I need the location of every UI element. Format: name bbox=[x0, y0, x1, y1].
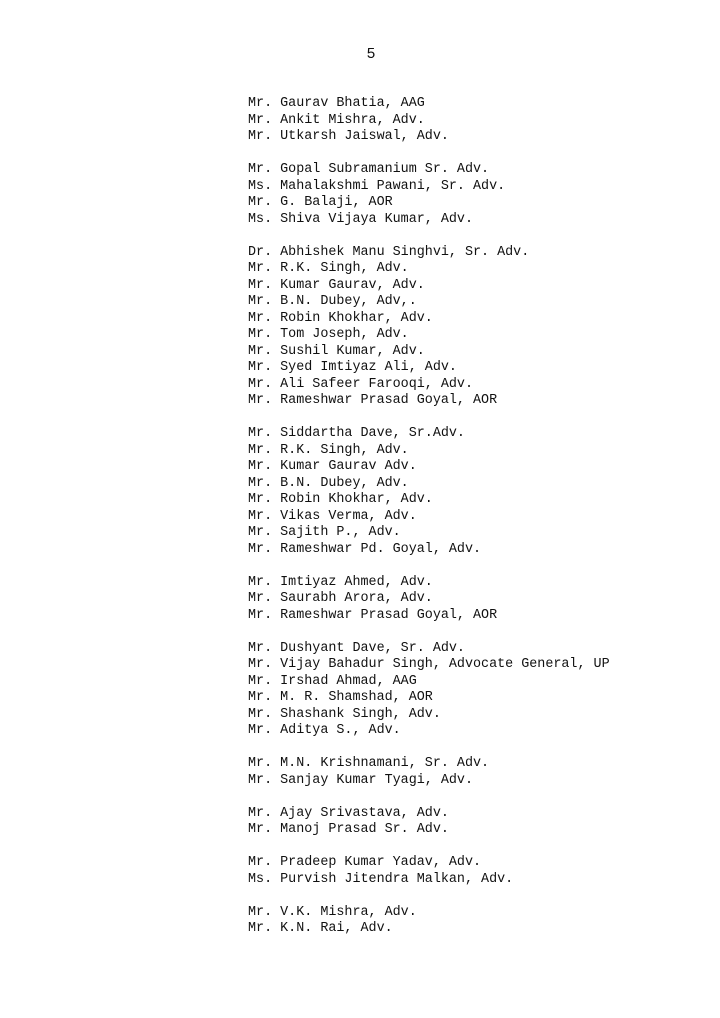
counsel-line: Mr. Dushyant Dave, Sr. Adv. bbox=[248, 640, 465, 656]
counsel-line: Mr. Ali Safeer Farooqi, Adv. bbox=[248, 376, 473, 392]
counsel-line: Mr. Rameshwar Prasad Goyal, AOR bbox=[248, 607, 498, 623]
counsel-group bbox=[248, 96, 708, 146]
counsel-group bbox=[248, 806, 708, 839]
counsel-line: Mr. B.N. Dubey, Adv,. bbox=[248, 294, 417, 309]
counsel-line: Mr. Kumar Gaurav, Adv. bbox=[248, 277, 425, 293]
counsel-line: Mr. Irshad Ahmad, AAG bbox=[248, 673, 417, 689]
counsel-line: Mr. R.K. Singh, Adv. bbox=[248, 261, 409, 276]
counsel-line: Mr. B.N. Dubey, Adv. bbox=[248, 475, 409, 491]
page-number: 5 bbox=[366, 46, 376, 63]
counsel-line: Mr. Aditya S., Adv. bbox=[248, 723, 401, 738]
counsel-line: Mr. Saurabh Arora, Adv. bbox=[248, 591, 433, 606]
counsel-line: Mr. M.N. Krishnamani, Sr. Adv. bbox=[248, 756, 490, 771]
counsel-line: Mr. Utkarsh Jaiswal, Adv. bbox=[248, 129, 449, 144]
counsel-line: Mr. Gopal Subramanium Sr. Adv. bbox=[248, 162, 490, 177]
counsel-line: Mr. Ajay Srivastava, Adv. bbox=[248, 805, 449, 821]
counsel-group bbox=[248, 245, 708, 410]
counsel-line: Mr. Rameshwar Pd. Goyal, Adv. bbox=[248, 541, 482, 557]
counsel-line: Mr. Imtiyaz Ahmed, Adv. bbox=[248, 574, 433, 590]
counsel-group bbox=[248, 426, 708, 558]
counsel-line: Mr. Vijay Bahadur Singh, Advocate General, UP bbox=[248, 657, 610, 672]
counsel-line: Mr. Syed Imtiyaz Ali, Adv. bbox=[248, 360, 457, 375]
counsel-line: Mr. G. Balaji, AOR bbox=[248, 195, 393, 210]
counsel-line: Mr. Shashank Singh, Adv. bbox=[248, 706, 441, 722]
counsel-group bbox=[248, 575, 708, 625]
counsel-line: Mr. Robin Khokhar, Adv. bbox=[248, 492, 433, 507]
counsel-group bbox=[248, 641, 708, 740]
counsel-line: Mr. Vikas Verma, Adv. bbox=[248, 508, 417, 524]
counsel-group bbox=[248, 756, 708, 789]
counsel-line: Mr. Sajith P., Adv. bbox=[248, 525, 401, 540]
counsel-line: Mr. Robin Khokhar, Adv. bbox=[248, 310, 433, 326]
counsel-line: Mr. Sanjay Kumar Tyagi, Adv. bbox=[248, 772, 473, 788]
counsel-group bbox=[248, 162, 708, 228]
counsel-group bbox=[248, 855, 708, 888]
counsel-line: Mr. Tom Joseph, Adv. bbox=[248, 327, 409, 342]
counsel-line: Mr. Manoj Prasad Sr. Adv. bbox=[248, 822, 449, 837]
counsel-line: Mr. Rameshwar Prasad Goyal, AOR bbox=[248, 393, 498, 408]
counsel-line: Ms. Mahalakshmi Pawani, Sr. Adv. bbox=[248, 178, 506, 194]
counsel-line: Mr. R.K. Singh, Adv. bbox=[248, 442, 409, 458]
counsel-line: Mr. Kumar Gaurav Adv. bbox=[248, 459, 417, 474]
counsel-line: Mr. Gaurav Bhatia, AAG bbox=[248, 96, 425, 111]
counsel-list bbox=[248, 96, 708, 938]
counsel-line: Mr. V.K. Mishra, Adv. bbox=[248, 904, 417, 920]
counsel-line: Dr. Abhishek Manu Singhvi, Sr. Adv. bbox=[248, 244, 530, 260]
counsel-line: Mr. M. R. Shamshad, AOR bbox=[248, 690, 433, 705]
counsel-line: Mr. Siddartha Dave, Sr.Adv. bbox=[248, 426, 465, 441]
counsel-group bbox=[248, 905, 708, 938]
counsel-line: Ms. Shiva Vijaya Kumar, Adv. bbox=[248, 211, 473, 227]
counsel-line: Mr. Sushil Kumar, Adv. bbox=[248, 343, 425, 359]
counsel-line: Ms. Purvish Jitendra Malkan, Adv. bbox=[248, 871, 514, 887]
counsel-line: Mr. Ankit Mishra, Adv. bbox=[248, 112, 425, 128]
counsel-line: Mr. K.N. Rai, Adv. bbox=[248, 921, 393, 936]
counsel-line: Mr. Pradeep Kumar Yadav, Adv. bbox=[248, 855, 482, 870]
